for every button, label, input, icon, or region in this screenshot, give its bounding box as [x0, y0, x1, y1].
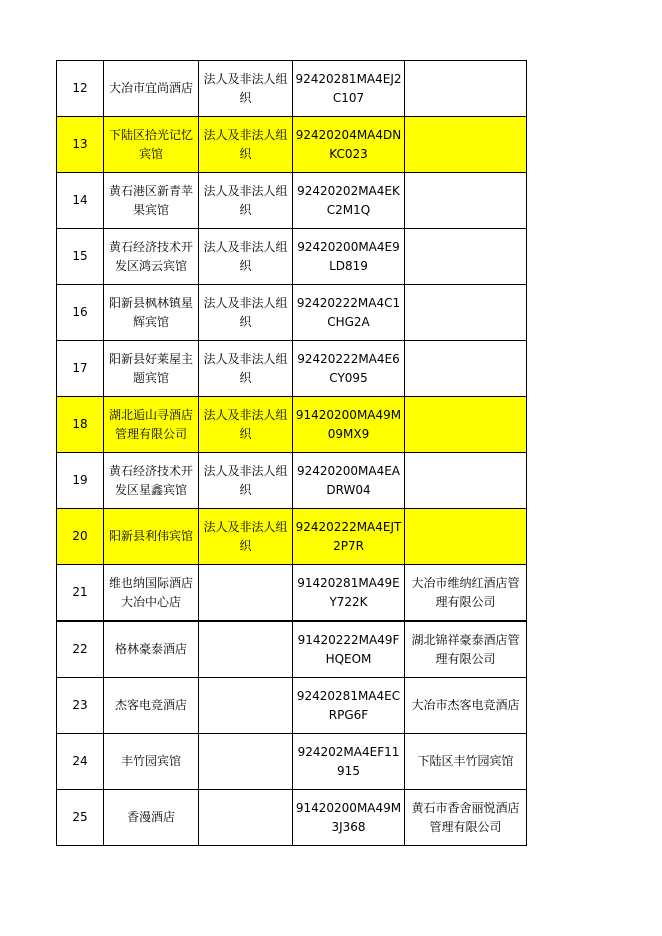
cell-serial-number: 18 [57, 397, 104, 453]
cell-credit-code: 924202MA4EF11915 [293, 734, 405, 790]
table-row [57, 621, 527, 678]
cell-credit-code: 92420200MA4EADRW04 [293, 453, 405, 509]
cell-operator: 大冶市维纳红酒店管理有限公司 [405, 565, 527, 622]
cell-credit-code: 92420200MA4E9LD819 [293, 229, 405, 285]
cell-business-name: 杰客电竞酒店 [104, 678, 199, 734]
table-row [57, 509, 527, 565]
cell-serial-number: 12 [57, 61, 104, 117]
table-row [57, 790, 527, 846]
cell-serial-number: 22 [57, 621, 104, 678]
cell-credit-code: 91420222MA49FHQEOM [293, 621, 405, 678]
table-row [57, 285, 527, 341]
cell-business-name: 香漫酒店 [104, 790, 199, 846]
table-row [57, 229, 527, 285]
cell-business-name: 湖北逅山寻酒店管理有限公司 [104, 397, 199, 453]
cell-operator: 下陆区丰竹园宾馆 [405, 734, 527, 790]
cell-business-name: 大冶市宜尚酒店 [104, 61, 199, 117]
cell-credit-code: 92420202MA4EKC2M1Q [293, 173, 405, 229]
cell-operator: 大冶市杰客电竞酒店 [405, 678, 527, 734]
cell-credit-code: 92420222MA4E6CY095 [293, 341, 405, 397]
cell-operator [405, 117, 527, 173]
table-body [57, 61, 527, 846]
cell-credit-code: 92420281MA4ECRPG6F [293, 678, 405, 734]
cell-business-name: 阳新县利伟宾馆 [104, 509, 199, 565]
cell-operator [405, 285, 527, 341]
cell-serial-number: 13 [57, 117, 104, 173]
cell-credit-code: 92420222MA4EJT2P7R [293, 509, 405, 565]
cell-entity-type: 法人及非法人组织 [199, 509, 293, 565]
table-row [57, 453, 527, 509]
cell-credit-code: 91420200MA49M3J368 [293, 790, 405, 846]
table-row [57, 117, 527, 173]
cell-business-name: 黄石经济技术开发区鸿云宾馆 [104, 229, 199, 285]
cell-serial-number: 24 [57, 734, 104, 790]
cell-entity-type: 法人及非法人组织 [199, 229, 293, 285]
table-row [57, 61, 527, 117]
table-row [57, 397, 527, 453]
cell-entity-type: 法人及非法人组织 [199, 341, 293, 397]
cell-serial-number: 17 [57, 341, 104, 397]
cell-entity-type [199, 678, 293, 734]
cell-serial-number: 14 [57, 173, 104, 229]
cell-operator [405, 229, 527, 285]
cell-operator [405, 173, 527, 229]
cell-business-name: 下陆区拾光记忆宾馆 [104, 117, 199, 173]
cell-serial-number: 15 [57, 229, 104, 285]
cell-operator [405, 61, 527, 117]
table-row [57, 678, 527, 734]
cell-business-name: 格林豪泰酒店 [104, 621, 199, 678]
cell-business-name: 阳新县枫林镇星辉宾馆 [104, 285, 199, 341]
cell-entity-type [199, 790, 293, 846]
table-row [57, 734, 527, 790]
cell-entity-type: 法人及非法人组织 [199, 117, 293, 173]
cell-operator: 湖北锦祥豪泰酒店管理有限公司 [405, 621, 527, 678]
hotel-registry-table [56, 60, 527, 846]
cell-business-name: 黄石经济技术开发区星鑫宾馆 [104, 453, 199, 509]
table-row [57, 565, 527, 622]
cell-business-name: 丰竹园宾馆 [104, 734, 199, 790]
cell-serial-number: 23 [57, 678, 104, 734]
cell-serial-number: 16 [57, 285, 104, 341]
cell-entity-type [199, 565, 293, 622]
cell-entity-type: 法人及非法人组织 [199, 285, 293, 341]
cell-entity-type: 法人及非法人组织 [199, 173, 293, 229]
cell-serial-number: 21 [57, 565, 104, 622]
cell-entity-type: 法人及非法人组织 [199, 61, 293, 117]
cell-entity-type [199, 621, 293, 678]
cell-operator [405, 509, 527, 565]
cell-operator [405, 341, 527, 397]
cell-operator [405, 397, 527, 453]
cell-credit-code: 92420281MA4EJ2C107 [293, 61, 405, 117]
table-row [57, 173, 527, 229]
cell-operator: 黄石市香舍丽悦酒店管理有限公司 [405, 790, 527, 846]
cell-serial-number: 19 [57, 453, 104, 509]
cell-business-name: 黄石港区新青苹果宾馆 [104, 173, 199, 229]
cell-serial-number: 20 [57, 509, 104, 565]
cell-entity-type: 法人及非法人组织 [199, 397, 293, 453]
cell-credit-code: 91420200MA49M09MX9 [293, 397, 405, 453]
cell-business-name: 维也纳国际酒店大冶中心店 [104, 565, 199, 622]
cell-entity-type [199, 734, 293, 790]
cell-business-name: 阳新县好莱屋主题宾馆 [104, 341, 199, 397]
cell-operator [405, 453, 527, 509]
cell-credit-code: 91420281MA49EY722K [293, 565, 405, 622]
table-row [57, 341, 527, 397]
cell-entity-type: 法人及非法人组织 [199, 453, 293, 509]
cell-credit-code: 92420204MA4DNKC023 [293, 117, 405, 173]
cell-serial-number: 25 [57, 790, 104, 846]
cell-credit-code: 92420222MA4C1CHG2A [293, 285, 405, 341]
